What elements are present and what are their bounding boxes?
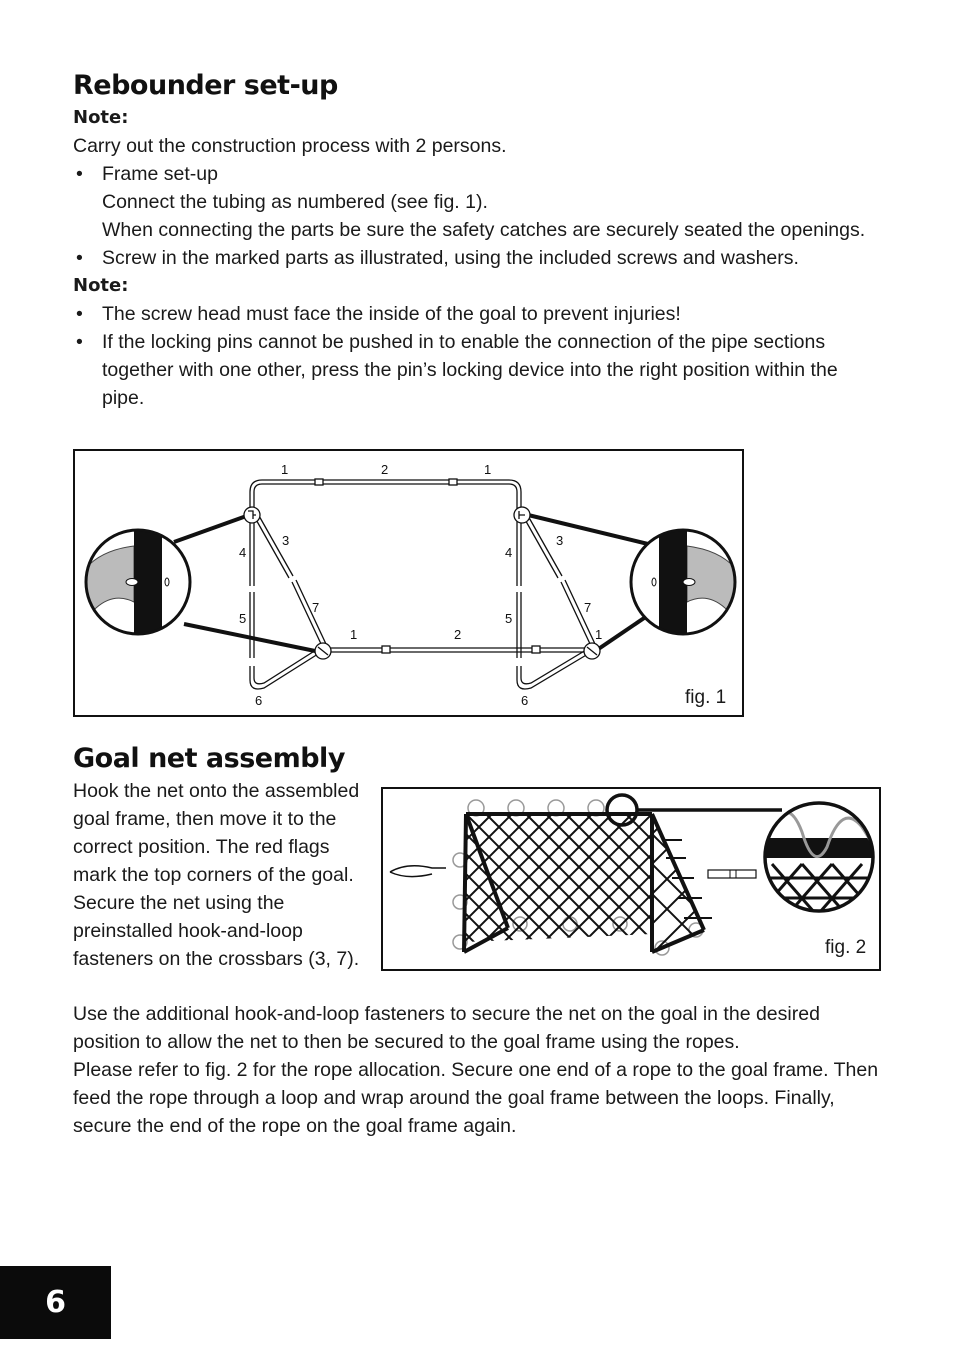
detail-magnifier-net [760,803,882,912]
detail-highlight-circle [607,795,637,825]
paragraph: Hook the net onto the assembled goal frame, then move it to the correct position. The red flags mark the top corners of the goal. Secure the net using the preinstalled hook-and-loop fasteners on the crossbars (3, 7). [73,780,360,970]
part-label: 6 [255,693,263,708]
note-label: Note: [73,275,129,296]
rope [390,866,446,877]
part-label: 3 [282,533,290,548]
pointer-line [184,624,320,652]
part-label: 2 [381,462,389,477]
goal-net-paragraphs [73,1000,883,1140]
goal-net-front [383,814,772,954]
net-diagram-svg [383,789,883,973]
bullet-line: When connecting the parts be sure the safety catches are securely seated the openings. [102,219,866,241]
rebounder-instructions [73,104,883,412]
section-heading-rebounder: Rebounder set-up [73,70,338,101]
figure-caption: fig. 2 [825,937,867,958]
paragraph: Use the additional hook-and-loop fasteners to secure the net on the goal in the desired position to allow the net to then be secured to the goal frame using the ropes. [73,1003,820,1053]
instruction-list [73,160,883,272]
note-label: Note: [73,107,129,128]
figure-2-net-diagram [381,787,881,971]
hook-loop-fastener [708,870,756,878]
part-label: 2 [454,627,462,642]
frame-diagram-svg [75,451,746,719]
part-label: 4 [505,545,513,560]
part-label: 1 [595,627,603,642]
goal-net-paragraph-1 [73,777,375,973]
part-label: 1 [281,462,289,477]
part-label: 6 [521,693,529,708]
bullet-locking-pins: • If the locking pins cannot be pushed in to enable the connection of the pipe sections together with one other, press the pin’s locking device into the right position within the pipe. [73,328,883,412]
part-label: 5 [239,611,247,626]
bullet-screw-head: • The screw head must face the inside of the goal to prevent injuries! [73,300,883,328]
note-list [73,300,883,412]
part-label: 5 [505,611,513,626]
bullet-frame-setup [73,160,883,244]
part-label: 1 [350,627,358,642]
intro-text: Carry out the construction process with 2 persons. [73,135,507,157]
paragraph: Please refer to fig. 2 for the rope allocation. Secure one end of a rope to the goal frame. Then feed the rope through a loop and wrap around the goal frame between the loops. Finally, secure the end of the rope on the goal frame again. [73,1059,879,1137]
part-label: 1 [484,462,492,477]
figure-caption: fig. 1 [685,687,727,708]
part-label: 7 [312,600,320,615]
part-label: 4 [239,545,247,560]
pointer-line [594,614,650,652]
part-label: 3 [556,533,564,548]
page-number: 6 [0,1266,111,1339]
pointer-line [524,514,648,544]
detail-magnifier-right [631,522,735,642]
bullet-line: Connect the tubing as numbered (see fig. 1). [102,191,488,213]
bullet-screws: • Screw in the marked parts as illustrated, using the included screws and washers. [73,244,883,272]
bullet-title: • Frame set-up [102,163,218,185]
frame-tubing [244,479,603,689]
figure-1-frame-diagram [73,449,744,717]
section-heading-goal-net: Goal net assembly [73,743,345,774]
part-label: 7 [584,600,592,615]
pointer-line [174,514,252,542]
